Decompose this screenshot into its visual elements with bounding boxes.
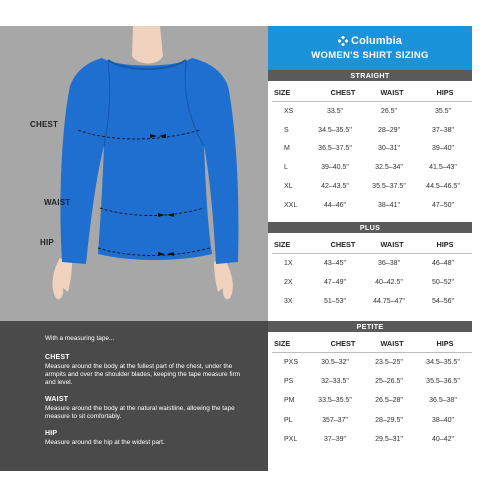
header-waist: WAIST [380, 239, 404, 249]
hip-label: HIP [40, 238, 54, 247]
cell-waist: 38–41" [378, 201, 400, 209]
table-row [268, 430, 472, 449]
brand-header [268, 26, 472, 70]
chart-title: WOMEN'S SHIRT SIZING [311, 50, 429, 61]
cell-chest: 44–46" [324, 201, 346, 209]
cell-size: 2X [284, 279, 293, 286]
instruction-hip [45, 430, 252, 447]
cell-size: 3X [284, 298, 293, 305]
section-bar-plus: PLUS [268, 222, 472, 233]
cell-chest: 43–45" [324, 260, 346, 267]
table-row [268, 411, 472, 430]
cell-chest: 32–33.5" [321, 378, 349, 386]
cell-waist: 23.5–25" [375, 359, 403, 367]
table-plus [268, 235, 472, 311]
table-straight [268, 83, 472, 215]
table-row [268, 372, 472, 391]
cell-size: PM [284, 397, 295, 405]
cell-hips: 44.5–46.5" [426, 183, 460, 191]
cell-waist: 44.75–47" [373, 298, 405, 305]
cell-hips: 36.5–38" [429, 397, 457, 405]
shirt-body [60, 58, 238, 264]
instruction-waist [45, 396, 252, 421]
section-bar-petite: PETITE [268, 321, 472, 332]
header-hips: HIPS [436, 239, 454, 249]
table-row [268, 254, 472, 273]
waist-label: WAIST [44, 198, 71, 207]
cell-waist: 26.5" [380, 107, 398, 115]
cell-size: XS [284, 107, 294, 115]
brand-logo [268, 26, 472, 47]
right-hand [214, 258, 233, 299]
header-hips: HIPS [436, 338, 454, 348]
cell-size: PXS [284, 359, 299, 367]
shirt-figure [0, 26, 268, 321]
header-size: SIZE [274, 338, 291, 348]
header-hips: HIPS [436, 87, 454, 97]
cell-hips: 38–40" [432, 416, 454, 424]
cell-chest: 39–40.5" [321, 164, 349, 172]
table-header-row [268, 235, 472, 253]
cell-hips: 35.5–36.5" [426, 378, 460, 386]
cell-waist: 25–26.5" [375, 378, 403, 386]
neck-skin [132, 26, 163, 64]
table-header-row [268, 334, 472, 352]
header-waist: WAIST [380, 87, 404, 97]
brand-name: Columbia [351, 35, 402, 47]
header-chest: CHEST [330, 239, 356, 249]
cell-size: XXL [284, 201, 298, 209]
table-row [268, 292, 472, 311]
table-row [268, 273, 472, 292]
cell-size: L [284, 164, 288, 172]
instructions-intro: With a measuring tape... [45, 335, 115, 342]
cell-chest: 42–43.5" [321, 183, 349, 191]
cell-waist: 40–42.5" [375, 279, 403, 286]
cell-chest: 47–49" [324, 279, 346, 286]
header-waist: WAIST [380, 338, 404, 348]
cell-hips: 37–38" [432, 126, 454, 134]
cell-size: PL [284, 416, 293, 424]
shirt-illustration-panel [0, 26, 268, 321]
chest-label: CHEST [30, 120, 59, 129]
section-bar-straight: STRAIGHT [268, 70, 472, 81]
cell-hips: 40–42" [432, 435, 454, 443]
cell-waist: 28–29" [378, 126, 400, 134]
header-size: SIZE [274, 87, 291, 97]
header-chest: CHEST [330, 87, 356, 97]
instruction-chest [45, 354, 252, 387]
table-row [268, 177, 472, 196]
cell-chest: 357–37" [322, 416, 348, 424]
cell-hips: 50–52" [432, 279, 454, 286]
table-row [268, 391, 472, 410]
table-header-row [268, 83, 472, 101]
table-petite [268, 334, 472, 449]
cell-size: XL [284, 183, 293, 191]
cell-size: PS [284, 378, 294, 386]
cell-chest: 34.5–35.5" [318, 126, 352, 134]
table-row [268, 102, 472, 121]
cell-chest: 36.5–37.5" [318, 145, 352, 153]
cell-hips: 34.5–35.5" [426, 359, 460, 367]
instruction-text: Measure around the body at the natural waistline, allowing the tape measure to sit comfortably. [45, 405, 235, 420]
table-row [268, 196, 472, 215]
cell-size: PXL [284, 435, 298, 443]
table-row [268, 140, 472, 159]
table-row [268, 158, 472, 177]
cell-waist: 26.5–28" [375, 397, 403, 405]
measuring-instructions [0, 321, 268, 471]
cell-waist: 28–29.5" [375, 416, 403, 424]
cell-waist: 30–31" [378, 145, 400, 153]
left-hand [53, 258, 72, 299]
cell-hips: 54–56" [432, 298, 454, 305]
cell-size: 1X [284, 260, 293, 267]
cell-hips: 41.5–43" [429, 164, 457, 172]
cell-chest: 51–53" [324, 298, 346, 305]
cell-chest: 33.5" [326, 107, 344, 115]
columbia-diamond-icon [338, 36, 348, 46]
cell-chest: 30.5–32" [321, 359, 349, 367]
cell-hips: 46–48" [432, 260, 454, 267]
cell-hips: 47–50" [432, 201, 454, 209]
cell-waist: 35.5–37.5" [372, 183, 406, 191]
header-size: SIZE [274, 239, 291, 249]
cell-chest: 33.5–35.5" [318, 397, 352, 405]
instruction-heading: WAIST [45, 396, 69, 403]
cell-chest: 37–39" [324, 435, 346, 443]
cell-waist: 32.5–34" [375, 164, 403, 172]
table-row [268, 121, 472, 140]
cell-waist: 29.5–31" [375, 435, 403, 443]
header-chest: CHEST [330, 338, 356, 348]
instruction-heading: HIP [45, 430, 58, 437]
cell-waist: 36–38" [378, 260, 400, 267]
table-row [268, 353, 472, 372]
instruction-text: Measure around the body at the fullest part of the chest, under the armpits and over the shoulder blades, keeping the tape measure firm and level. [45, 363, 241, 386]
cell-hips: 39–40" [432, 145, 454, 153]
instruction-text: Measure around the hip at the widest part. [45, 439, 165, 446]
cell-size: M [284, 145, 290, 153]
cell-size: S [284, 126, 289, 134]
instruction-heading: CHEST [45, 354, 70, 361]
cell-hips: 35.5" [434, 107, 452, 115]
